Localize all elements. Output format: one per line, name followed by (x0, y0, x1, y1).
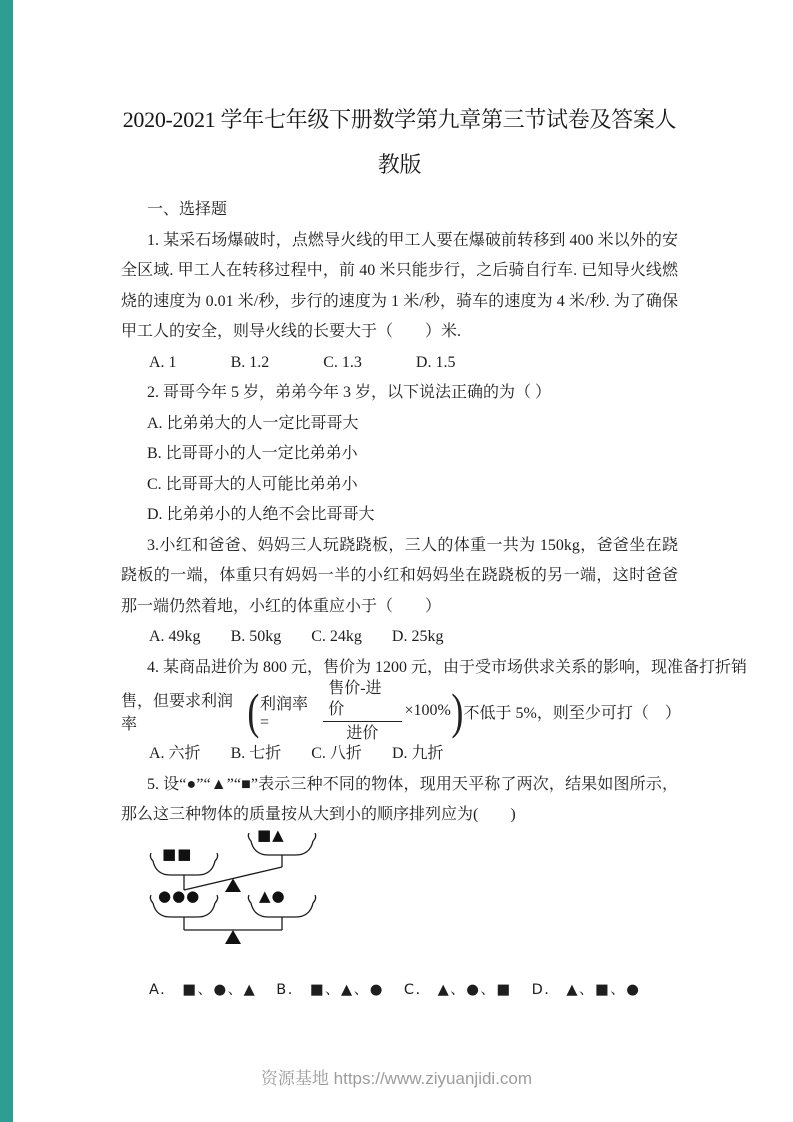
balance2-fulcrum-icon (225, 930, 241, 944)
option-b: B. ■、▲、● (276, 981, 384, 998)
option-a: A. 49kg (149, 628, 201, 645)
option-b: B. 七折 (230, 745, 282, 762)
section-heading: 一、选择题 (147, 201, 228, 218)
question-1-options (121, 348, 678, 379)
title-line-1: 2020-2021 学年七年级下册数学第九章第三节试卷及答案人 (122, 107, 677, 132)
option-b: B. 50kg (230, 628, 282, 645)
title-line-2: 教版 (377, 152, 422, 177)
question-2-option-b: B. 比哥哥小的人一定比弟弟小 (147, 445, 358, 462)
formula-multiplier: ×100% (404, 702, 451, 719)
formula-close-paren: ) (451, 683, 464, 739)
balance1-left-load: ■■ (162, 844, 193, 863)
footer-site-link[interactable]: 资源基地 https://www.ziyuanjidi.com (260, 1069, 533, 1088)
balance2-left-load: ●●● (158, 886, 201, 905)
formula-prefix: 售，但要求利润率 (121, 693, 234, 733)
formula-open-paren: ( (247, 683, 260, 739)
balance2-right-load: ▲● (259, 886, 286, 905)
question-1-stem: 1. 某采石场爆破时，点燃导火线的甲工人要在爆破前转移到 400 米以外的安全区域. 甲工人在转移过程中，前 40 米只能步行，之后骑自行车. 已知导火线燃烧的速度为 0.01 米/秒，步行的速度为 1 米/秒，骑车的速度为 4 米/秒. 为了确保甲工人的安全，则导火线的长要大于（ ）米. (121, 231, 678, 340)
document-page (121, 0, 748, 1005)
option-c: C. ▲、●、■ (403, 981, 512, 998)
footer (0, 1064, 793, 1094)
question-4-formula (121, 680, 681, 742)
balance1-fulcrum-icon (225, 878, 241, 892)
option-c: C. 1.3 (323, 353, 362, 371)
balance-scales-figure (147, 825, 359, 951)
formula-lead: 利润率 = (259, 695, 308, 731)
option-c: C. 24kg (311, 628, 362, 645)
option-d: D. ▲、■、● (531, 981, 641, 998)
question-4-options (121, 739, 678, 770)
fraction-numerator: 售价-进价 (323, 678, 401, 722)
option-b: B. 1.2 (230, 353, 270, 371)
page-title (121, 97, 678, 187)
option-a: A. ■、●、▲ (149, 981, 257, 998)
question-3-options (121, 622, 678, 653)
question-2-option-d: D. 比弟弟小的人绝不会比哥哥大 (147, 506, 375, 523)
question-2-option-a: A. 比弟弟大的人一定比哥哥大 (147, 414, 359, 432)
fraction-denominator: 进价 (346, 725, 379, 742)
option-a: A. 六折 (149, 745, 201, 762)
option-c: C. 八折 (311, 745, 362, 762)
left-accent-bar (0, 0, 13, 1122)
question-3-stem: 3.小红和爸爸、妈妈三人玩跷跷板，三人的体重一共为 150kg，爸爸坐在跷跷板的一端，体重只有妈妈一半的小红和妈妈坐在跷跷板的另一端，这时爸爸那一端仍然着地，小红的体重应小于（ ） (121, 536, 678, 615)
profit-rate-fraction (323, 678, 401, 744)
option-a: A. 1 (149, 353, 177, 371)
question-2-option-c: C. 比哥哥大的人可能比弟弟小 (147, 475, 358, 493)
question-5-options (121, 975, 678, 1006)
option-d: D. 1.5 (415, 353, 456, 371)
option-d: D. 25kg (391, 628, 444, 645)
formula-suffix: 不低于 5%，则至少可打（ ） (463, 704, 681, 722)
balance1-right-load: ■▲ (257, 825, 285, 844)
question-4-stem: 4. 某商品进价为 800 元，售价为 1200 元，由于受市场供求关系的影响，现准备打折销 (147, 658, 748, 676)
question-5-stem: 5. 设“●”“▲”“■”表示三种不同的物体，现用天平称了两次，结果如图所示，那么这三种物体的质量按从大到小的顺序排列应为( ) (121, 775, 678, 823)
option-d: D. 九折 (391, 745, 444, 762)
question-2-stem: 2. 哥哥今年 5 岁，弟弟今年 3 岁，以下说法正确的为（ ） (147, 384, 552, 401)
